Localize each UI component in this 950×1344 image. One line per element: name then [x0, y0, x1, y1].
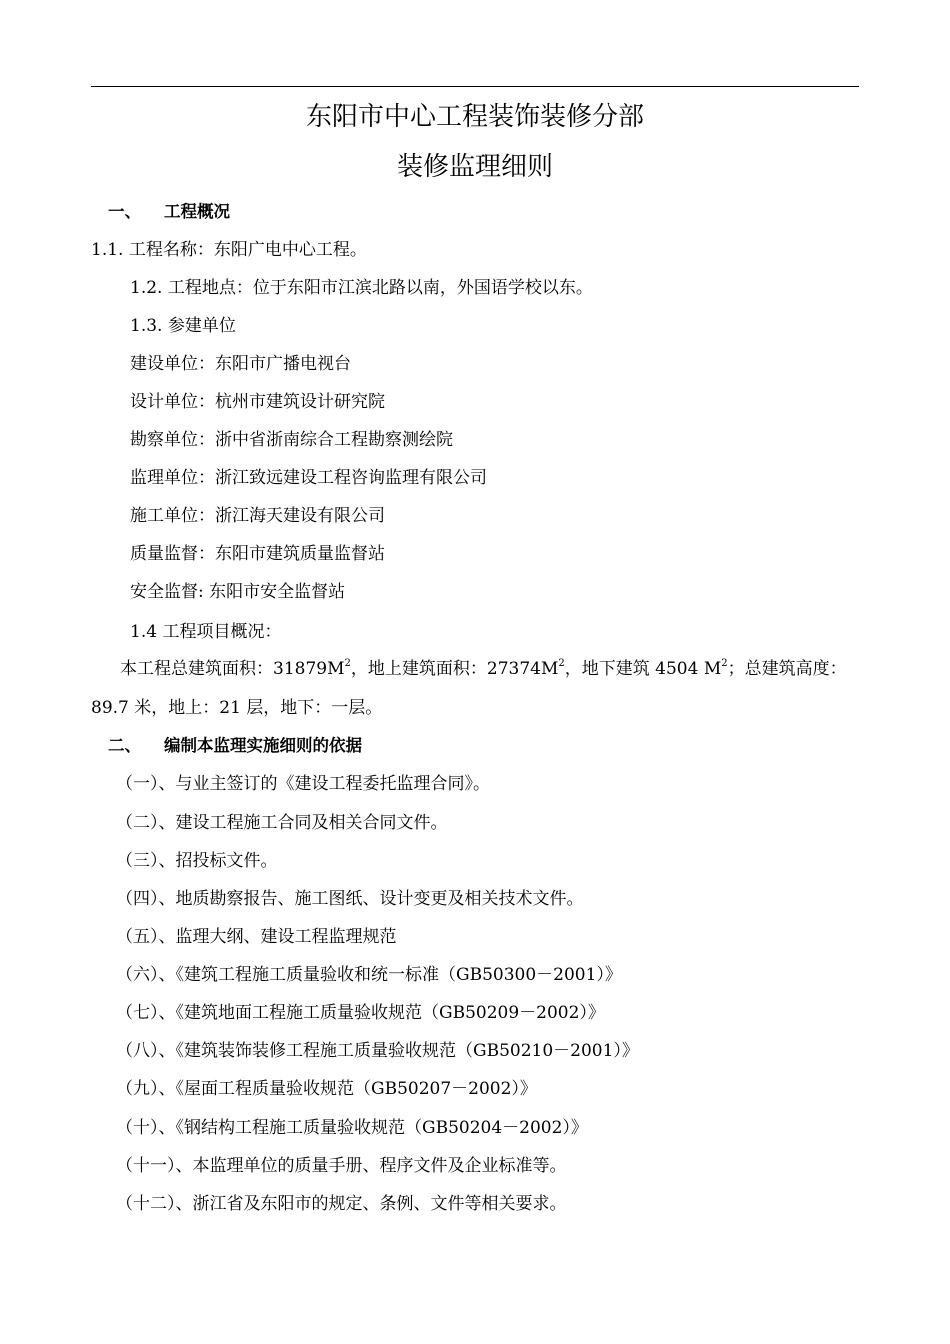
section-2-number: 二、 — [108, 736, 141, 755]
header-rule — [91, 86, 859, 87]
basis-item: （六）、《建筑工程施工质量验收和统一标准（GB50300－2001）》 — [116, 965, 622, 985]
unit-survey: 勘察单位：浙中省浙南综合工程勘察测绘院 — [130, 430, 453, 450]
basis-item: （十一）、本监理单位的质量手册、程序文件及企业标准等。 — [116, 1156, 567, 1176]
overview-sup: 2 — [721, 658, 728, 670]
document-subtitle: 装修监理细则 — [396, 152, 553, 182]
section-1-number: 一、 — [108, 202, 141, 221]
basis-item: （九）、《屋面工程质量验收规范（GB50207－2002）》 — [116, 1079, 537, 1099]
basis-item: （十二）、浙江省及东阳市的规定、条例、文件等相关要求。 — [116, 1194, 567, 1214]
overview-total-area: 本工程总建筑面积：31879M — [120, 659, 345, 679]
unit-quality: 质量监督：东阳市建筑质量监督站 — [130, 544, 385, 564]
overview-sup: 2 — [344, 658, 351, 670]
basis-item: （十）、《钢结构工程施工质量验收规范（GB50204－2002）》 — [116, 1118, 588, 1138]
section-2-title: 编制本监理实施细则的依据 — [164, 736, 362, 755]
basis-item: （二）、建设工程施工合同及相关合同文件。 — [116, 813, 448, 833]
basis-item: （四）、地质勘察报告、施工图纸、设计变更及相关技术文件。 — [116, 889, 584, 909]
item-1-2: 1.2. 工程地点：位于东阳市江滨北路以南，外国语学校以东。 — [130, 278, 593, 298]
overview-line-2: 89.7 米，地上：21 层，地下：一层。 — [91, 698, 383, 718]
overview-height-label: ；总建筑高度： — [727, 659, 847, 679]
unit-contractor: 施工单位：浙江海天建设有限公司 — [130, 506, 385, 526]
basis-item: （一）、与业主签订的《建设工程委托监理合同》。 — [116, 774, 490, 794]
section-1-heading — [108, 201, 230, 223]
item-1-1: 1.1. 工程名称：东阳广电中心工程。 — [91, 240, 367, 260]
section-2-heading — [108, 735, 362, 757]
basis-item: （五）、监理大纲、建设工程监理规范 — [116, 927, 397, 947]
overview-sup: 2 — [558, 658, 565, 670]
item-1-4: 1.4 工程项目概况： — [130, 622, 282, 642]
overview-above-ground: ，地上建筑面积：27374M — [350, 659, 559, 679]
basis-item: （三）、招投标文件。 — [116, 851, 278, 871]
document-title: 东阳市中心工程装饰装修分部 — [305, 102, 644, 132]
unit-safety: 安全监督: 东阳市安全监督站 — [130, 582, 346, 602]
unit-supervision: 监理单位：浙江致远建设工程咨询监理有限公司 — [130, 468, 487, 488]
basis-item: （七）、《建筑地面工程施工质量验收规范（GB50209－2002）》 — [116, 1003, 605, 1023]
overview-below-ground: ，地下建筑 4504 M — [564, 659, 722, 679]
overview-line-1 — [120, 658, 847, 680]
item-1-3: 1.3. 参建单位 — [130, 316, 236, 336]
section-1-title: 工程概况 — [164, 202, 230, 221]
unit-construction: 建设单位：东阳市广播电视台 — [130, 354, 351, 374]
basis-item: （八）、《建筑装饰装修工程施工质量验收规范（GB50210－2001）》 — [116, 1041, 639, 1061]
unit-design: 设计单位：杭州市建筑设计研究院 — [130, 392, 385, 412]
